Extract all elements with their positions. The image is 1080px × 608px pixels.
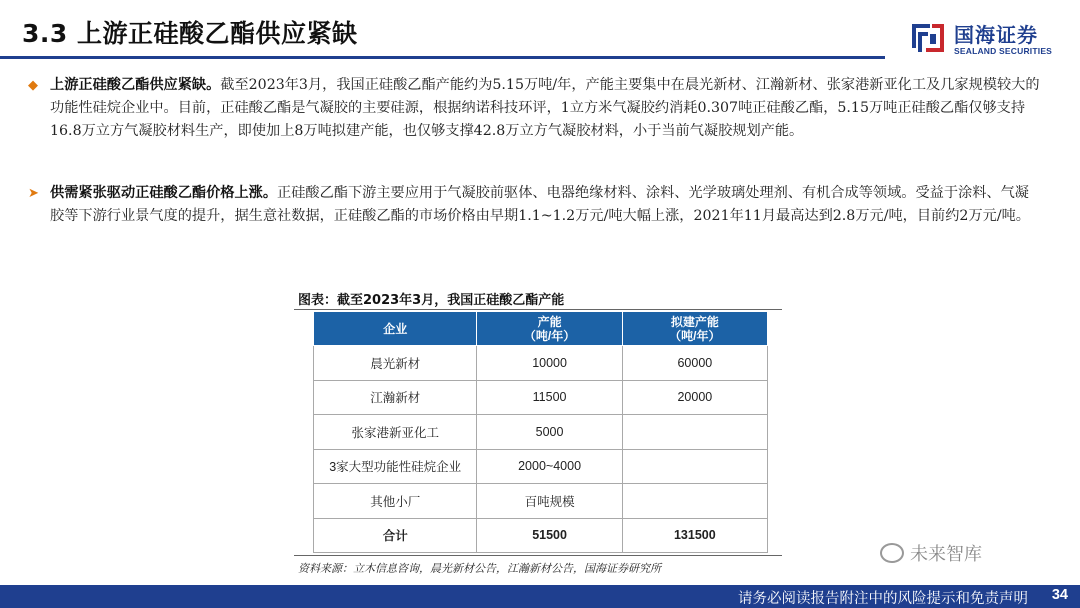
cell-capacity: 百吨规模 [477,484,622,519]
column-header-capacity [477,312,622,346]
table-row [314,346,768,381]
logo-chinese-name: 国海证券 [954,23,1038,47]
footer-bar [0,585,1080,608]
arrow-bullet-icon: ➤ [28,186,39,201]
watermark [880,540,982,566]
column-header-planned [622,312,767,346]
table-row [314,484,768,519]
footer-disclaimer: 请务必阅读报告附注中的风险提示和免责声明 [738,591,1028,607]
table-row [314,380,768,415]
title-underline [0,56,885,59]
cell-company: 3家大型功能性硅烷企业 [314,449,477,484]
capacity-table [313,311,768,553]
paragraph-body: 正硅酸乙酯下游主要应用于气凝胶前驱体、电器绝缘材料、涂料、光学玻璃处理剂、有机合成等领域。受益于涂料、气凝胶等下游行业景气度的提升，据生意社数据，正硅酸乙酯的市场价格由早期1.1~1.2万元/吨大幅上涨，2021年11月最高达到2.8万元/吨，目前约2万元/吨。 [50,185,1030,224]
wechat-icon [880,543,904,563]
cell-capacity: 2000~4000 [477,449,622,484]
cell-company: 江瀚新材 [314,380,477,415]
figure-title: 图表：截至2023年3月，我国正硅酸乙酯产能 [298,293,565,308]
table-row [314,449,768,484]
cell-planned: 60000 [622,346,767,381]
cell-capacity: 51500 [477,518,622,553]
cell-planned [622,449,767,484]
cell-company: 晨光新材 [314,346,477,381]
table-header-row [314,312,768,346]
cell-planned: 131500 [622,518,767,553]
column-header-company: 企业 [314,312,477,346]
sealand-logo-icon [908,18,948,58]
cell-capacity: 10000 [477,346,622,381]
cell-company: 张家港新亚化工 [314,415,477,450]
company-logo [908,18,1068,60]
figure-source: 资料来源：立木信息咨询，晨光新材公告，江瀚新材公告，国海证券研究所 [298,562,661,575]
cell-company: 合计 [314,518,477,553]
paragraph-heading: 供需紧张驱动正硅酸乙酯价格上涨。 [50,185,278,201]
paragraph-heading: 上游正硅酸乙酯供应紧缺。 [50,77,221,93]
cell-planned [622,415,767,450]
table-total-row [314,518,768,553]
table-row [314,415,768,450]
paragraph-price-rise [28,182,1042,228]
cell-planned [622,484,767,519]
diamond-bullet-icon: ◆ [28,78,38,93]
cell-capacity: 5000 [477,415,622,450]
cell-planned: 20000 [622,380,767,415]
paragraph-body: 截至2023年3月，我国正硅酸乙酯产能约为5.15万吨/年，产能主要集中在晨光新材、江瀚新材、张家港新亚化工及几家规模较大的功能性硅烷企业中。目前，正硅酸乙酯是气凝胶的主要硅源，根据纳诺科技环评，1立方米气凝胶约消耗0.307吨正硅酸乙酯，5.15万吨正硅酸乙酯仅够支持16.8万立方气凝胶材料生产，即使加上8万吨拟建产能，也仅够支撑42.8万立方气凝胶材料，小于当前气凝胶规划产能。 [50,77,1040,139]
figure-bottom-rule [294,555,782,556]
watermark-text: 未来智库 [910,544,982,565]
page-number: 34 [1051,587,1068,603]
cell-company: 其他小厂 [314,484,477,519]
cell-capacity: 11500 [477,380,622,415]
figure-top-rule [294,309,782,310]
header-line: 拟建产能 （吨/年） [669,314,721,343]
header-line: 产能 （吨/年） [523,314,576,343]
logo-english-name: SEALAND SECURITIES [954,46,1053,56]
page-title: 3.3 上游正硅酸乙酯供应紧缺 [22,19,358,48]
paragraph-supply-shortage [28,74,1042,143]
